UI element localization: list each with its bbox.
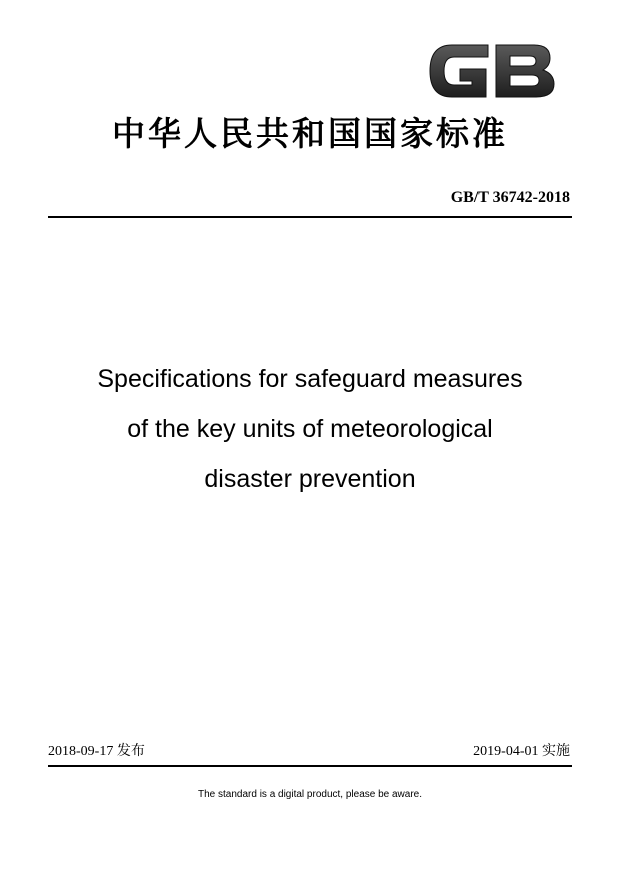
gb-logo-icon <box>426 37 558 105</box>
document-title-line-2: of the key units of meteorological <box>127 415 493 443</box>
document-title <box>0 354 620 504</box>
issue-date: 2018-09-17 发布 <box>48 744 145 759</box>
header-divider <box>48 216 572 218</box>
standard-number: GB/T 36742-2018 <box>450 189 570 206</box>
national-standard-title: 中华人民共和国国家标准 <box>112 114 508 153</box>
implementation-date: 2019-04-01 实施 <box>473 744 570 759</box>
document-title-line-1: Specifications for safeguard measures <box>97 365 523 393</box>
footer-divider <box>48 765 572 767</box>
digital-product-notice: The standard is a digital product, please be aware. <box>197 789 423 800</box>
document-title-line-3: disaster prevention <box>204 465 416 493</box>
